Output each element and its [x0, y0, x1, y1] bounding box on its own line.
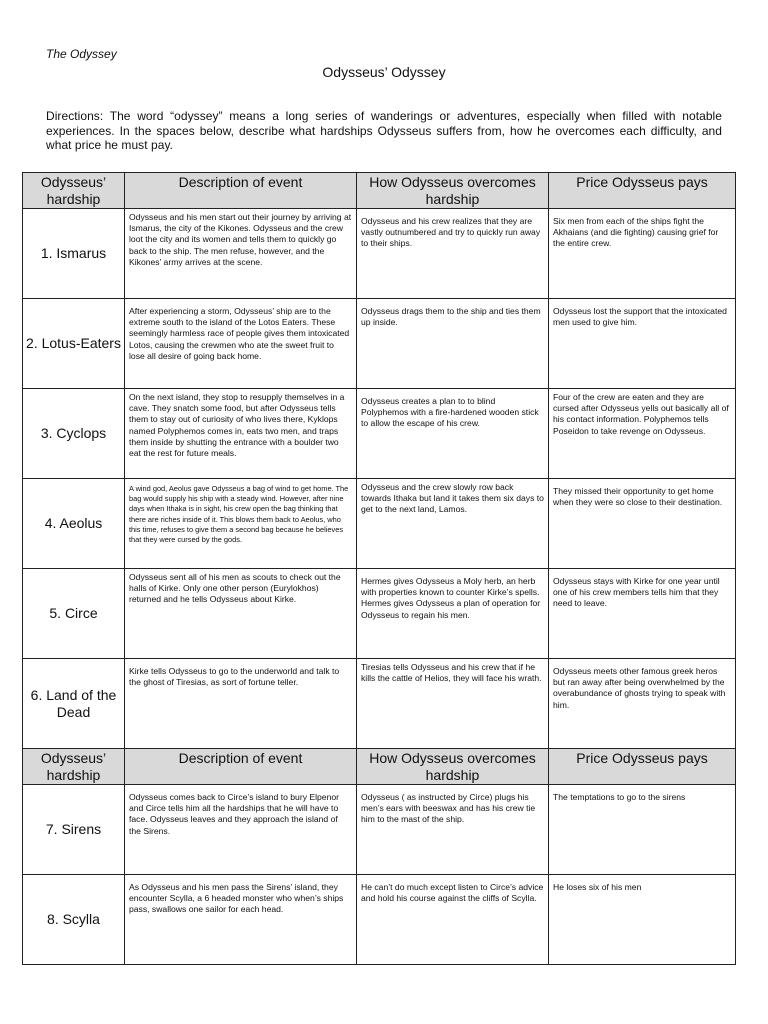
header-overcome: How Odysseus overcomes hardship: [357, 173, 549, 209]
price-text: Odysseus stays with Kirke for one year until one of his crew members tells him that they need to leave.: [553, 576, 720, 609]
hardship-cell: 3. Cyclops: [23, 389, 125, 479]
price-cell: [549, 875, 736, 965]
description-cell: [125, 479, 357, 569]
table-row: [23, 479, 736, 569]
description-text: Kirke tells Odysseus to go to the underworld and talk to the ghost of Tiresias, as sort of fortune teller.: [129, 666, 340, 688]
overcome-cell: [357, 479, 549, 569]
price-text: They missed their opportunity to get home when they were so close to their destination.: [553, 486, 723, 508]
header-hardship: Odysseus’ hardship: [23, 173, 125, 209]
overcome-text: He can’t do much except listen to Circe’s advice and hold his course against the cliffs of Scylla.: [361, 882, 544, 904]
overcome-cell: [357, 299, 549, 389]
table-row: [23, 875, 736, 965]
price-text: Odysseus lost the support that the intoxicated men used to give him.: [553, 306, 727, 328]
overcome-cell: [357, 389, 549, 479]
description-text: On the next island, they stop to resupply themselves in a cave. They snatch some food, but after Odysseus tells them to stay out of curiosity of who lives there, Kyklops named Polyphemos comes in, eats two men, and traps them inside by shutting the entrance with a boulder two eat the rest for future meals.: [129, 392, 345, 459]
price-text: Four of the crew are eaten and they are cursed after Odysseus yells out basically all of his contact information. Polyphemos tells Poseidon to take revenge on Odysseus.: [553, 392, 729, 436]
price-cell: [549, 209, 736, 299]
description-text: Odysseus sent all of his men as scouts to check out the halls of Kirke. Only one other person (Eurylokhos) returned and he tells Odysseus about Kirke.: [129, 572, 341, 605]
description-text: As Odysseus and his men pass the Sirens’ island, they encounter Scylla, a 6 headed monster who when’s ships pass, swallows one sailor for each head.: [129, 882, 344, 915]
header-description: Description of event: [125, 749, 357, 785]
table-row: [23, 389, 736, 479]
description-text: After experiencing a storm, Odysseus’ ship are to the extreme south to the island of the Lotos Eaters. These seemingly harmless race of people gives them intoxicated Lotos, causing the crewmen who ate the sweet fruit to lose all desire of going back home.: [129, 306, 350, 361]
price-cell: [549, 569, 736, 659]
hardship-cell: 1. Ismarus: [23, 209, 125, 299]
price-cell: [549, 785, 736, 875]
price-cell: [549, 659, 736, 749]
hardship-cell: 2. Lotus-Eaters: [23, 299, 125, 389]
overcome-text: Hermes gives Odysseus a Moly herb, an herb with properties known to counter Kirke’s spells. Hermes gives Odysseus a plan of operation for Odysseus to regain his men.: [361, 576, 541, 620]
directions-paragraph: Directions: The word “odyssey” means a long series of wanderings or adventures, especially when filled with notable experiences. In the spaces below, describe what hardships Odysseus suffers from, how he overcomes each difficulty, and what price he must pay.: [46, 109, 722, 152]
price-text: Odysseus meets other famous greek heros but ran away after being overwhelmed by the overabundance of ghosts trying to speak with him.: [553, 666, 726, 710]
overcome-text: Odysseus drags them to the ship and ties them up inside.: [361, 306, 541, 328]
overcome-cell: [357, 875, 549, 965]
header-price: Price Odysseus pays: [549, 749, 736, 785]
hardship-cell: 6. Land of the Dead: [23, 659, 125, 749]
price-text: Six men from each of the ships fight the Akhaians (and die fighting) causing grief for the entire crew.: [553, 216, 719, 249]
overcome-cell: [357, 569, 549, 659]
overcome-text: Odysseus and the crew slowly row back towards Ithaka but land it takes them six days to get to the next land, Lamos.: [361, 482, 544, 515]
overcome-text: Tiresias tells Odysseus and his crew that if he kills the cattle of Helios, they will face his wrath.: [361, 662, 542, 684]
description-cell: [125, 875, 357, 965]
header-description: Description of event: [125, 173, 357, 209]
document-title: The Odyssey: [46, 47, 117, 61]
table-row: [23, 209, 736, 299]
hardship-cell: 5. Circe: [23, 569, 125, 659]
price-cell: [549, 389, 736, 479]
hardship-cell: 4. Aeolus: [23, 479, 125, 569]
price-text: The temptations to go to the sirens: [553, 792, 686, 802]
description-text: Odysseus and his men start out their journey by arriving at Ismarus, the city of the Kikones. Odysseus and the crew loot the city and its women and tells them to quickly go back to the ship. The men refuse, however, and the Kikones’ army arrives at the scene.: [129, 212, 352, 267]
description-cell: [125, 785, 357, 875]
description-text: A wind god, Aeolus gave Odysseus a bag of wind to get home. The bag would supply his ship with a steady wind. However, after nine days when Ithaka is in sight, his crew open the bag thinking that there are riches inside of it. This blows them back to Aeolus, who this time, refuses to give them a second bag because he believes that they were cursed by the gods.: [129, 484, 349, 545]
overcome-text: Odysseus ( as instructed by Circe) plugs his men’s ears with beeswax and has his crew tie him to the mast of the ship.: [361, 792, 536, 825]
overcome-cell: [357, 659, 549, 749]
table-row: [23, 569, 736, 659]
page-title: Odysseus’ Odyssey: [322, 64, 446, 80]
description-text: Odysseus comes back to Circe’s island to bury Elpenor and Circe tells him all the hardships that he will have to face. Odysseus leaves and they approach the island of the Sirens.: [129, 792, 340, 836]
description-cell: [125, 299, 357, 389]
price-text: He loses six of his men: [553, 882, 642, 892]
overcome-cell: [357, 209, 549, 299]
table-row: [23, 785, 736, 875]
price-cell: [549, 299, 736, 389]
table-row: [23, 659, 736, 749]
table-header-row: [23, 173, 736, 209]
hardship-cell: 7. Sirens: [23, 785, 125, 875]
description-cell: [125, 569, 357, 659]
table-row: [23, 299, 736, 389]
hardship-cell: 8. Scylla: [23, 875, 125, 965]
overcome-text: Odysseus creates a plan to to blind Polyphemos with a fire-hardened wooden stick to allow the escape of his crew.: [361, 396, 539, 429]
description-cell: [125, 389, 357, 479]
header-overcome: How Odysseus overcomes hardship: [357, 749, 549, 785]
overcome-cell: [357, 785, 549, 875]
description-cell: [125, 209, 357, 299]
header-price: Price Odysseus pays: [549, 173, 736, 209]
overcome-text: Odysseus and his crew realizes that they are vastly outnumbered and try to quickly run away to their ships.: [361, 216, 541, 249]
header-hardship: Odysseus’ hardship: [23, 749, 125, 785]
description-cell: [125, 659, 357, 749]
hardship-table: [22, 172, 736, 965]
price-cell: [549, 479, 736, 569]
table-header-row: [23, 749, 736, 785]
